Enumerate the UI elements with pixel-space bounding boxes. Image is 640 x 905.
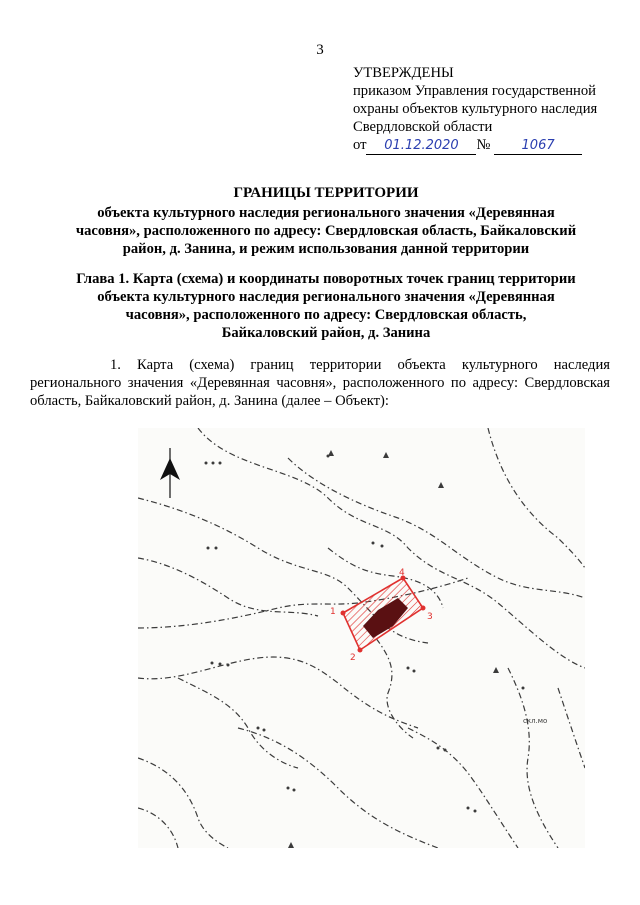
document-title	[40, 184, 612, 258]
title-line-2: часовня», расположенного по адресу: Свердловская область, Байкаловский	[75, 223, 577, 239]
title-line-3: район, д. Занина, и режим использования данной территории	[122, 241, 530, 257]
approval-date-number	[353, 136, 633, 155]
number-prefix: №	[476, 137, 491, 153]
chapter-line-4: Байкаловский район, д. Занина	[221, 325, 431, 341]
boundary-point-2-marker	[358, 648, 363, 653]
boundary-point-1-marker	[341, 611, 346, 616]
chapter-line-1: Глава 1. Карта (схема) и координаты поворотных точек границ территории	[76, 271, 576, 287]
boundary-point-3-label: 3	[427, 612, 433, 622]
chapter-line-3: часовня», расположенного по адресу: Свердловская область,	[125, 307, 527, 323]
paragraph-1: 1. Карта (схема) границ территории объекта культурного наследия регионального значения «Деревянная часовня», расположенного по адресу: Свердловская область, Байкаловский район, д. Занина (далее – Объект):	[30, 357, 610, 409]
map-label: скл.мо	[523, 717, 548, 725]
chapter-heading	[40, 270, 612, 342]
approval-line-3: Свердловской области	[353, 119, 493, 135]
date-prefix: от	[353, 137, 367, 153]
handwritten-date: 01.12.2020	[366, 138, 476, 155]
boundary-point-3-marker	[421, 606, 426, 611]
map-svg	[138, 428, 585, 848]
title-main: ГРАНИЦЫ ТЕРРИТОРИИ	[233, 185, 419, 201]
boundary-point-1-label: 1	[330, 607, 336, 617]
approval-line-1: приказом Управления государственной	[353, 83, 596, 99]
approval-block	[353, 64, 633, 155]
approval-heading: УТВЕРЖДЕНЫ	[353, 65, 454, 81]
title-line-1: объекта культурного наследия регионального значения «Деревянная	[97, 205, 555, 221]
chapter-line-2: объекта культурного наследия регионального значения «Деревянная	[97, 289, 555, 305]
page-number: 3	[316, 42, 324, 58]
approval-line-2: охраны объектов культурного наследия	[353, 101, 598, 117]
map-symbols	[205, 450, 525, 848]
boundary-point-4-label: 4	[399, 568, 405, 578]
handwritten-number: 1067	[494, 138, 582, 155]
north-arrow	[160, 448, 180, 498]
boundary-point-2-label: 2	[350, 653, 356, 663]
boundary-map	[138, 428, 585, 848]
